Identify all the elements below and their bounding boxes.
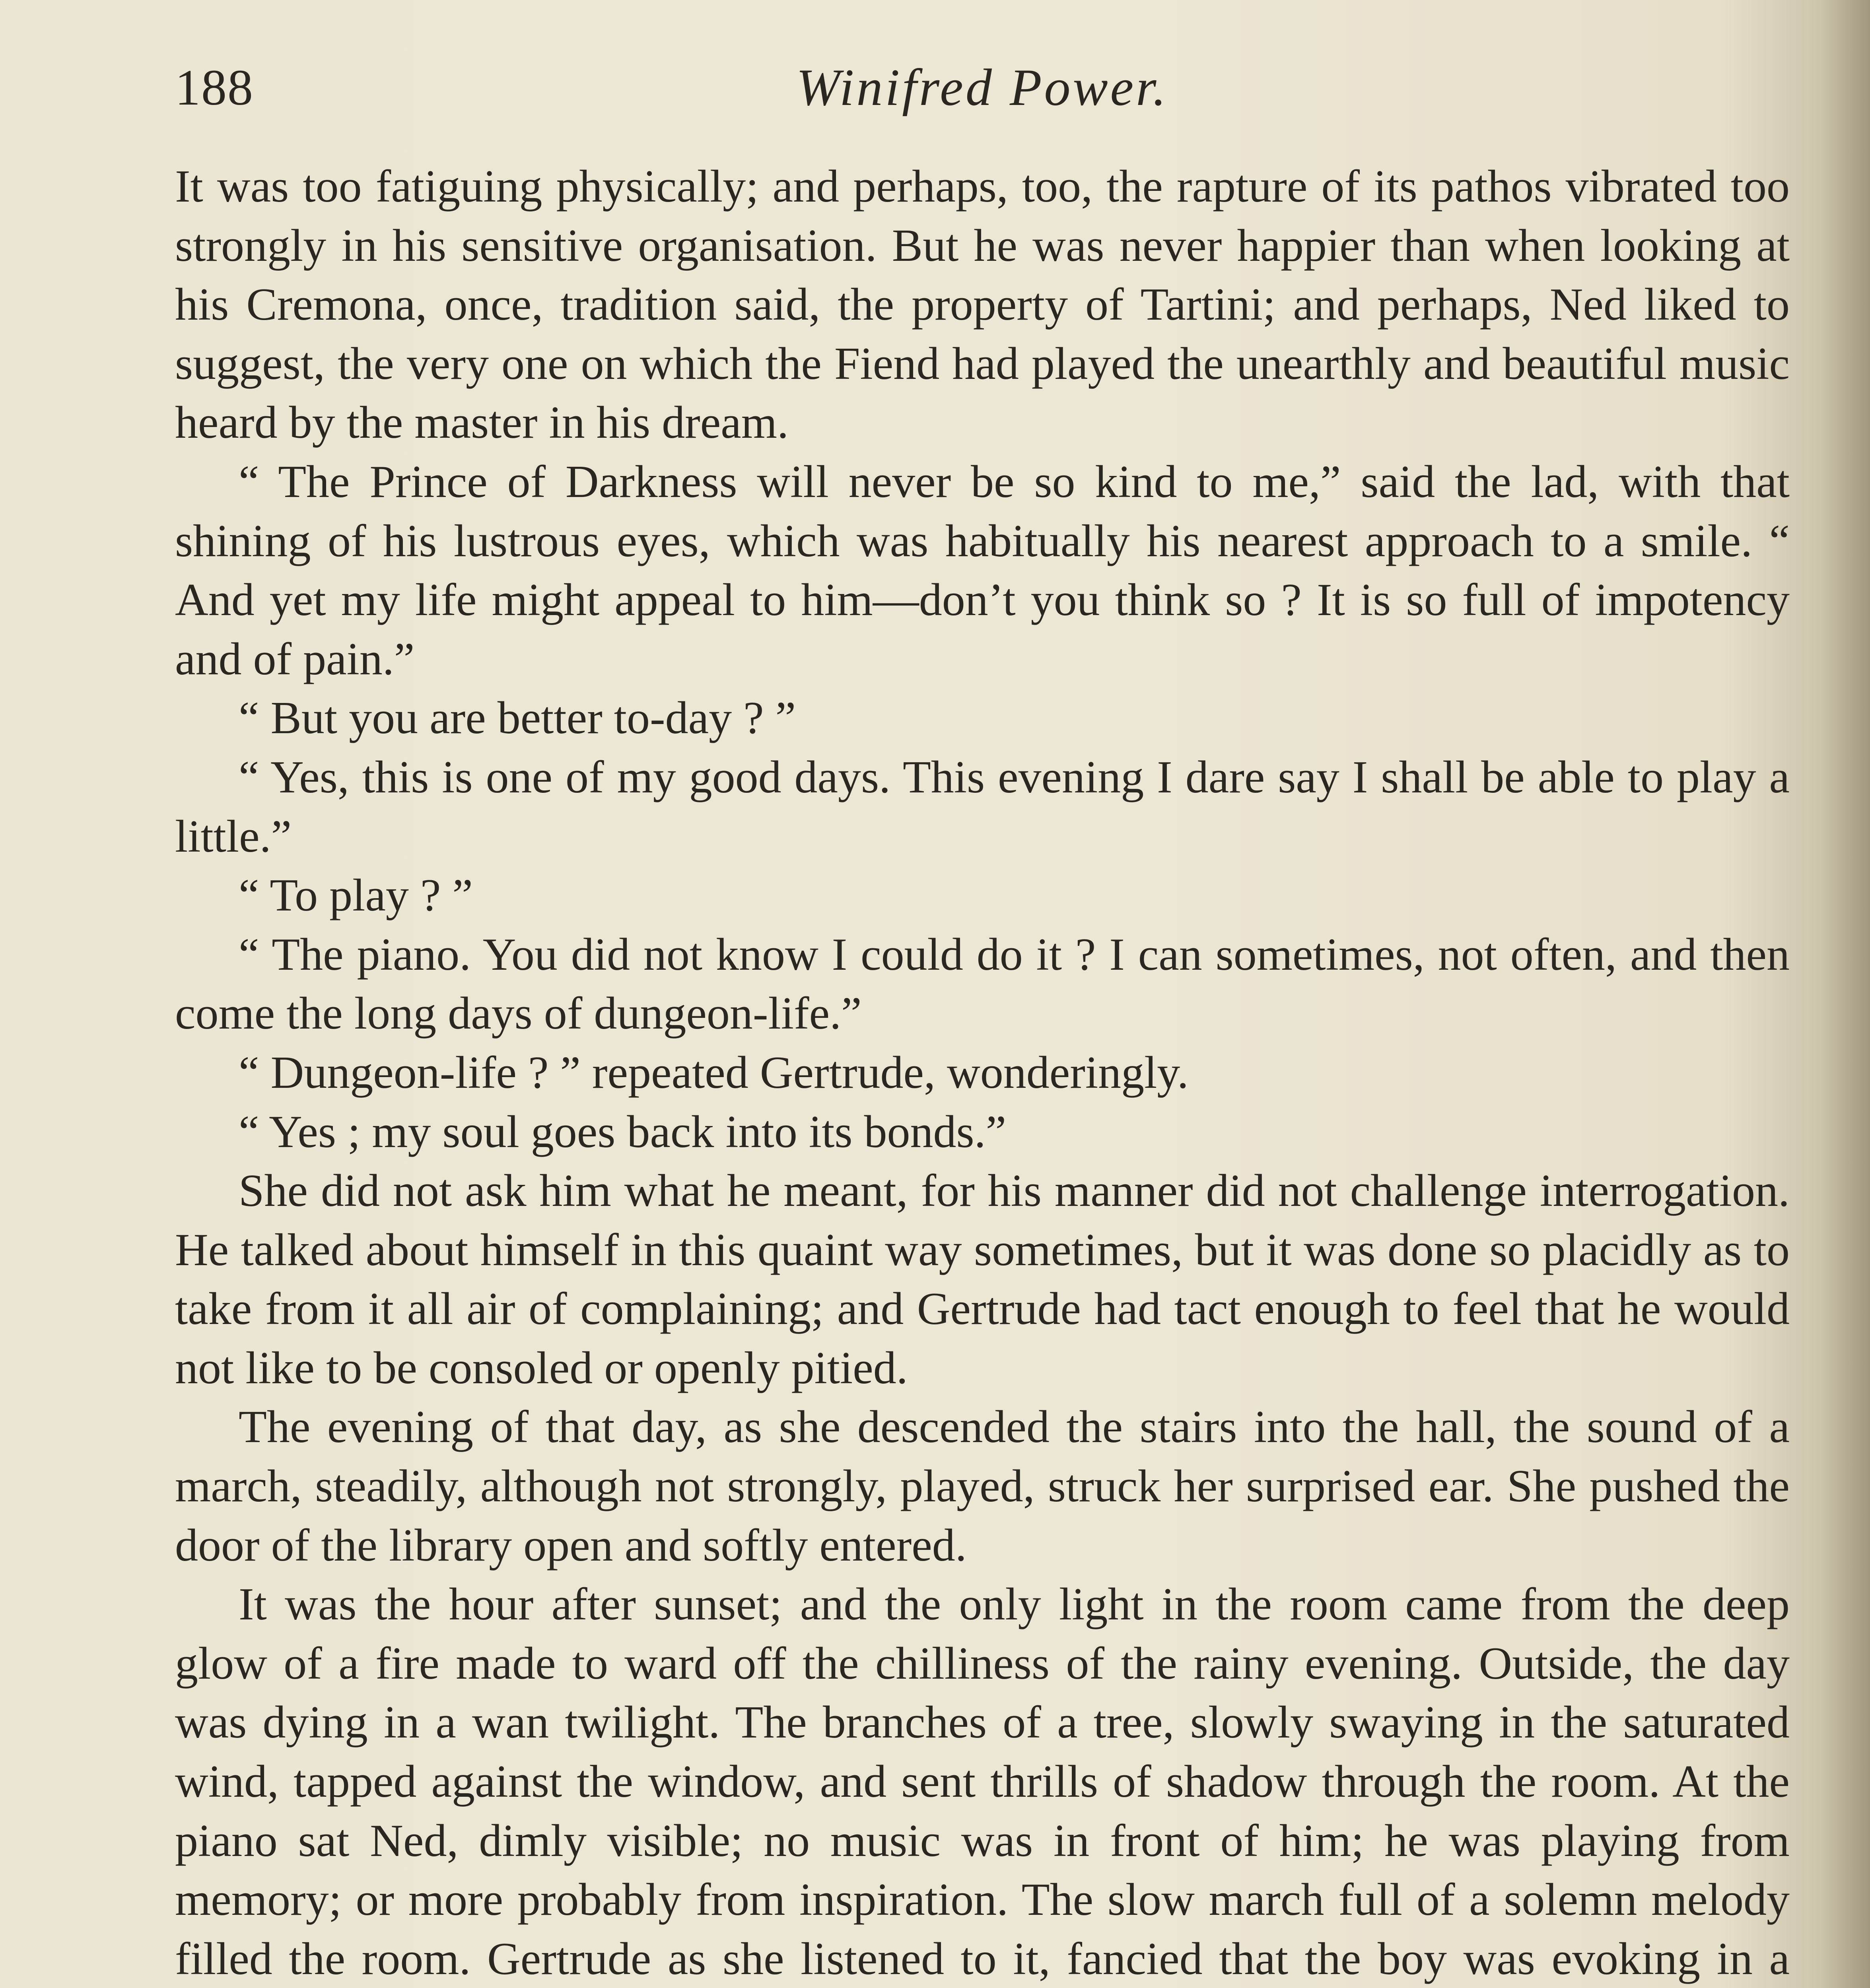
page-number: 188 — [175, 59, 254, 116]
paragraph: The evening of that day, as she descended the stairs into the hall, the sound of a march, steadily, although not strongly, played, struck her surprised ear. She pushed the door of the library open and softly entered. — [175, 1402, 1790, 1571]
paragraph: “ Yes, this is one of my good days. This evening I dare say I shall be able to play a little.” — [175, 751, 1790, 862]
paragraph: “ Dungeon-life ? ” repeated Gertrude, wonderingly. — [239, 1047, 1189, 1098]
running-title: Winifred Power. — [796, 58, 1168, 116]
paragraph: It was too fatiguing physically; and perhaps, too, the rapture of its pathos vibrated too strongly in his sensitive organisation. But he was never happier than when looking at his Cremona, once, tradition said, the property of Tartini; and perhaps, Ned liked to suggest, the very one on which the Fiend had played the unearthly and beautiful music heard by the master in his dream. — [175, 161, 1790, 448]
body-text — [175, 157, 1790, 1988]
paragraph: “ The piano. You did not know I could do it ? I can sometimes, not often, and then come the long days of dungeon-life.” — [175, 929, 1790, 1039]
paragraph: It was the hour after sunset; and the only light in the room came from the deep glow of a fire made to ward off the chilliness of the rainy evening. Outside, the day was dying in a wan twilight. The branches of a tree, slowly swaying in the saturated wind, tapped against the window, and sent thrills of shadow through the room. At the piano sat Ned, dimly visible; no music was in front of him; he was playing from memory; or more probably from inspiration. The slow march full of a solemn melody filled the room. Gertrude as she listened to it, fancied that the boy was evoking in a — [175, 1579, 1790, 1984]
paragraph: “ To play ? ” — [239, 870, 473, 921]
paragraph: “ The Prince of Darkness will never be so kind to me,” said the lad, with that shining of his lustrous eyes, which was habitually his nearest approach to a smile. “ And yet my life might appeal to him—don’t you think so ? It is so full of impotency and of pain.” — [175, 456, 1790, 685]
page-header — [175, 52, 1790, 123]
paragraph: She did not ask him what he meant, for his manner did not challenge interrogation. He talked about himself in this quaint way sometimes, but it was done so placidly as to take from it all air of complaining; and Gertrude had tact enough to feel that he would not like to be consoled or openly pitied. — [175, 1165, 1790, 1394]
paragraph: “ But you are better to-day ? ” — [239, 693, 796, 744]
paragraph: “ Yes ; my soul goes back into its bonds.” — [239, 1106, 1007, 1157]
page-edge-shadow — [1822, 0, 1870, 1988]
